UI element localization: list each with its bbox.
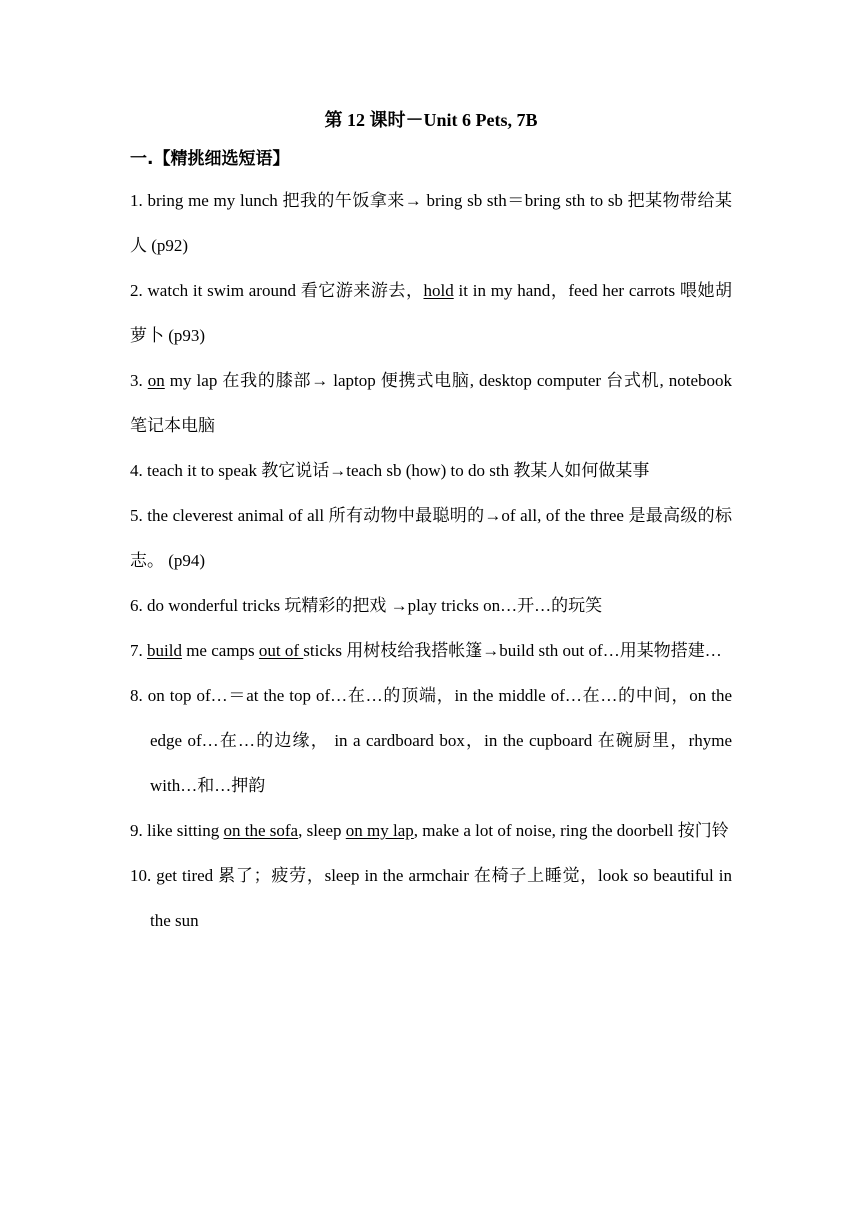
list-item (130, 268, 732, 358)
phrase-text: my lap 在我的膝部→ laptop 便携式电脑, desktop computer 台式机, notebook 笔记本电脑 (130, 371, 732, 435)
phrase-text: 7. (130, 641, 147, 660)
underlined-phrase: build (147, 641, 182, 660)
phrase-text: 4. teach it to speak 教它说话→teach sb (how) to do sth 教某人如何做某事 (130, 461, 650, 480)
phrase-text: 10. get tired 累了；疲劳，sleep in the armchair 在椅子上睡觉，look so beautiful in the sun (130, 866, 732, 930)
section-heading: 一.【精挑细选短语】 (130, 149, 290, 169)
underlined-phrase: on my lap (345, 821, 414, 840)
list-item (130, 628, 732, 673)
underlined-phrase: on (147, 371, 165, 390)
list-item (130, 853, 732, 943)
list-item (130, 493, 732, 583)
underlined-phrase: hold (423, 281, 454, 300)
phrase-text: 6. do wonderful tricks 玩精彩的把戏 →play tricks on…开…的玩笑 (130, 596, 603, 615)
document-page (130, 108, 732, 943)
phrase-text: me camps (181, 641, 259, 660)
phrase-text: , sleep (298, 821, 346, 840)
list-item (130, 448, 732, 493)
phrase-list (130, 178, 732, 943)
phrase-text: , make a lot of noise, ring the doorbell 按门铃 (413, 821, 729, 840)
underlined-phrase: on the sofa (223, 821, 299, 840)
list-item (130, 358, 732, 448)
list-item (130, 808, 732, 853)
list-item (130, 583, 732, 628)
underlined-phrase: out of (258, 641, 304, 660)
list-item (130, 178, 732, 268)
document-title: 第 12 课时－Unit 6 Pets, 7B (324, 110, 538, 130)
phrase-text: sticks 用树枝给我搭帐篷→build sth out of…用某物搭建… (303, 641, 722, 660)
list-item (130, 673, 732, 808)
phrase-text: 9. like sitting (130, 821, 224, 840)
phrase-text: 3. (130, 371, 148, 390)
phrase-text: 5. the cleverest animal of all 所有动物中最聪明的→of all, of the three 是最高级的标志。 (p94) (130, 506, 732, 570)
phrase-text: it in my hand，feed her carrots 喂她胡萝卜 (p93) (130, 281, 732, 345)
phrase-text: 8. on top of…＝at the top of…在…的顶端，in the middle of…在…的中间，on the edge of…在…的边缘， in a cardboard box，in the cupboard 在碗厨里，rhyme with…和…押韵 (130, 686, 732, 795)
phrase-text: 2. watch it swim around 看它游来游去， (130, 281, 424, 300)
phrase-text: 1. bring me my lunch 把我的午饭拿来→ bring sb sth＝bring sth to sb 把某物带给某人 (p92) (130, 191, 732, 255)
